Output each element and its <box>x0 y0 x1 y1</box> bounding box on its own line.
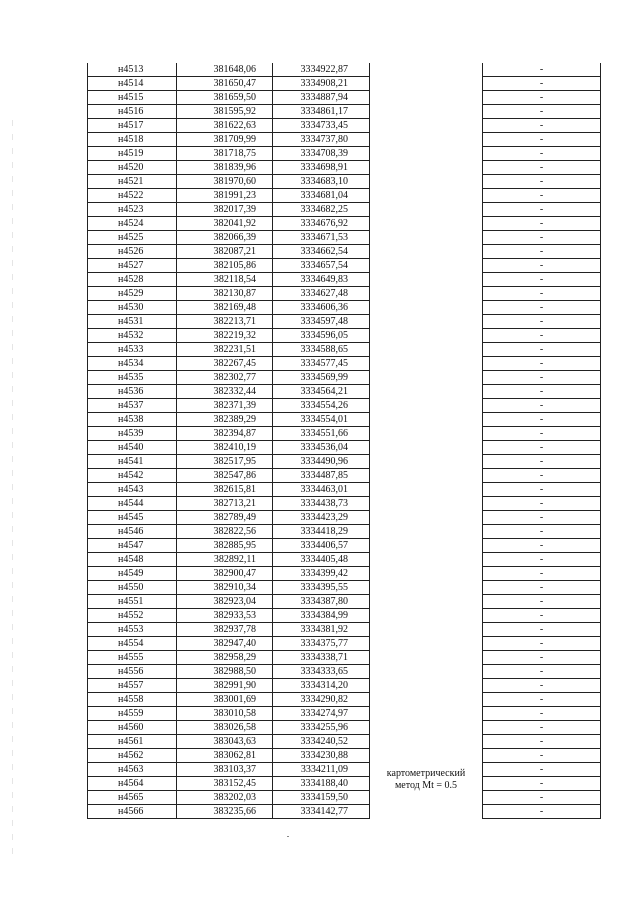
point-id-cell: н4517 <box>88 119 177 133</box>
table-row <box>88 707 601 721</box>
dash-cell: - <box>483 63 601 77</box>
y-coordinate-cell: 3334230,88 <box>273 749 370 763</box>
x-coordinate-cell: 381991,23 <box>177 189 273 203</box>
dash-cell: - <box>483 455 601 469</box>
table-row <box>88 483 601 497</box>
y-coordinate-cell: 3334737,80 <box>273 133 370 147</box>
y-coordinate-cell: 3334188,40 <box>273 777 370 791</box>
dash-cell: - <box>483 609 601 623</box>
y-coordinate-cell: 3334274,97 <box>273 707 370 721</box>
y-coordinate-cell: 3334588,65 <box>273 343 370 357</box>
point-id-cell: н4562 <box>88 749 177 763</box>
dash-cell: - <box>483 539 601 553</box>
x-coordinate-cell: 383202,03 <box>177 791 273 805</box>
dash-cell: - <box>483 637 601 651</box>
y-coordinate-cell: 3334606,36 <box>273 301 370 315</box>
x-coordinate-cell: 382017,39 <box>177 203 273 217</box>
y-coordinate-cell: 3334381,92 <box>273 623 370 637</box>
dash-cell: - <box>483 385 601 399</box>
dash-cell: - <box>483 651 601 665</box>
y-coordinate-cell: 3334908,21 <box>273 77 370 91</box>
dash-cell: - <box>483 553 601 567</box>
method-text-line: картометрический <box>386 767 466 779</box>
table-row <box>88 721 601 735</box>
point-id-cell: н4519 <box>88 147 177 161</box>
point-id-cell: н4532 <box>88 329 177 343</box>
point-id-cell: н4526 <box>88 245 177 259</box>
dash-cell: - <box>483 441 601 455</box>
x-coordinate-cell: 382958,29 <box>177 651 273 665</box>
x-coordinate-cell: 382219,32 <box>177 329 273 343</box>
y-coordinate-cell: 3334627,48 <box>273 287 370 301</box>
x-coordinate-cell: 382410,19 <box>177 441 273 455</box>
y-coordinate-cell: 3334683,10 <box>273 175 370 189</box>
x-coordinate-cell: 383152,45 <box>177 777 273 791</box>
point-id-cell: н4553 <box>88 623 177 637</box>
point-id-cell: н4554 <box>88 637 177 651</box>
point-id-cell: н4561 <box>88 735 177 749</box>
table-row <box>88 133 601 147</box>
table-row <box>88 77 601 91</box>
dash-cell: - <box>483 77 601 91</box>
point-id-cell: н4564 <box>88 777 177 791</box>
table-row <box>88 427 601 441</box>
table-row <box>88 231 601 245</box>
dash-cell: - <box>483 371 601 385</box>
dash-cell: - <box>483 105 601 119</box>
point-id-cell: н4566 <box>88 805 177 819</box>
table-row <box>88 679 601 693</box>
y-coordinate-cell: 3334554,26 <box>273 399 370 413</box>
x-coordinate-cell: 381622,63 <box>177 119 273 133</box>
y-coordinate-cell: 3334676,92 <box>273 217 370 231</box>
point-id-cell: н4513 <box>88 63 177 77</box>
dash-cell: - <box>483 595 601 609</box>
x-coordinate-cell: 382547,86 <box>177 469 273 483</box>
x-coordinate-cell: 383026,58 <box>177 721 273 735</box>
point-id-cell: н4535 <box>88 371 177 385</box>
y-coordinate-cell: 3334536,04 <box>273 441 370 455</box>
dash-cell: - <box>483 483 601 497</box>
dash-cell: - <box>483 693 601 707</box>
x-coordinate-cell: 382910,34 <box>177 581 273 595</box>
x-coordinate-cell: 382923,04 <box>177 595 273 609</box>
table-row <box>88 581 601 595</box>
dash-cell: - <box>483 763 601 777</box>
table-row <box>88 203 601 217</box>
dash-cell: - <box>483 497 601 511</box>
y-coordinate-cell: 3334463,01 <box>273 483 370 497</box>
x-coordinate-cell: 381595,92 <box>177 105 273 119</box>
x-coordinate-cell: 382713,21 <box>177 497 273 511</box>
x-coordinate-cell: 383235,66 <box>177 805 273 819</box>
y-coordinate-cell: 3334405,48 <box>273 553 370 567</box>
point-id-cell: н4555 <box>88 651 177 665</box>
table-row <box>88 315 601 329</box>
table-row <box>88 497 601 511</box>
dash-cell: - <box>483 119 601 133</box>
x-coordinate-cell: 382937,78 <box>177 623 273 637</box>
point-id-cell: н4552 <box>88 609 177 623</box>
point-id-cell: н4529 <box>88 287 177 301</box>
table-row <box>88 343 601 357</box>
table-row <box>88 217 601 231</box>
dash-cell: - <box>483 679 601 693</box>
y-coordinate-cell: 3334554,01 <box>273 413 370 427</box>
point-id-cell: н4541 <box>88 455 177 469</box>
y-coordinate-cell: 3334406,57 <box>273 539 370 553</box>
y-coordinate-cell: 3334333,65 <box>273 665 370 679</box>
scan-side-artifact <box>12 120 13 860</box>
scan-dot-artifact <box>287 836 289 837</box>
x-coordinate-cell: 382947,40 <box>177 637 273 651</box>
point-id-cell: н4521 <box>88 175 177 189</box>
dash-cell: - <box>483 721 601 735</box>
y-coordinate-cell: 3334577,45 <box>273 357 370 371</box>
x-coordinate-cell: 382066,39 <box>177 231 273 245</box>
point-id-cell: н4559 <box>88 707 177 721</box>
dash-cell: - <box>483 805 601 819</box>
x-coordinate-cell: 382933,53 <box>177 609 273 623</box>
point-id-cell: н4520 <box>88 161 177 175</box>
x-coordinate-cell: 382789,49 <box>177 511 273 525</box>
y-coordinate-cell: 3334657,54 <box>273 259 370 273</box>
y-coordinate-cell: 3334255,96 <box>273 721 370 735</box>
point-id-cell: н4514 <box>88 77 177 91</box>
y-coordinate-cell: 3334662,54 <box>273 245 370 259</box>
point-id-cell: н4551 <box>88 595 177 609</box>
point-id-cell: н4534 <box>88 357 177 371</box>
x-coordinate-cell: 382371,39 <box>177 399 273 413</box>
table-row <box>88 735 601 749</box>
y-coordinate-cell: 3334290,82 <box>273 693 370 707</box>
point-id-cell: н4545 <box>88 511 177 525</box>
x-coordinate-cell: 382892,11 <box>177 553 273 567</box>
dash-cell: - <box>483 259 601 273</box>
point-id-cell: н4530 <box>88 301 177 315</box>
table-row <box>88 539 601 553</box>
y-coordinate-cell: 3334395,55 <box>273 581 370 595</box>
table-row <box>88 637 601 651</box>
point-id-cell: н4563 <box>88 763 177 777</box>
x-coordinate-cell: 382988,50 <box>177 665 273 679</box>
table-row <box>88 91 601 105</box>
method-cell <box>370 63 483 819</box>
table-row <box>88 357 601 371</box>
table-row <box>88 595 601 609</box>
point-id-cell: н4558 <box>88 693 177 707</box>
table-row <box>88 161 601 175</box>
x-coordinate-cell: 381839,96 <box>177 161 273 175</box>
point-id-cell: н4540 <box>88 441 177 455</box>
dash-cell: - <box>483 231 601 245</box>
x-coordinate-cell: 381648,06 <box>177 63 273 77</box>
dash-cell: - <box>483 735 601 749</box>
y-coordinate-cell: 3334438,73 <box>273 497 370 511</box>
x-coordinate-cell: 382169,48 <box>177 301 273 315</box>
x-coordinate-cell: 383043,63 <box>177 735 273 749</box>
table-row <box>88 399 601 413</box>
x-coordinate-cell: 382130,87 <box>177 287 273 301</box>
dash-cell: - <box>483 567 601 581</box>
x-coordinate-cell: 383010,58 <box>177 707 273 721</box>
point-id-cell: н4515 <box>88 91 177 105</box>
x-coordinate-cell: 382885,95 <box>177 539 273 553</box>
point-id-cell: н4538 <box>88 413 177 427</box>
dash-cell: - <box>483 91 601 105</box>
y-coordinate-cell: 3334681,04 <box>273 189 370 203</box>
table-row <box>88 749 601 763</box>
dash-cell: - <box>483 749 601 763</box>
coordinates-table-body <box>88 63 601 819</box>
y-coordinate-cell: 3334387,80 <box>273 595 370 609</box>
dash-cell: - <box>483 357 601 371</box>
point-id-cell: н4537 <box>88 399 177 413</box>
x-coordinate-cell: 382332,44 <box>177 385 273 399</box>
y-coordinate-cell: 3334159,50 <box>273 791 370 805</box>
y-coordinate-cell: 3334240,52 <box>273 735 370 749</box>
x-coordinate-cell: 383103,37 <box>177 763 273 777</box>
dash-cell: - <box>483 427 601 441</box>
x-coordinate-cell: 381709,99 <box>177 133 273 147</box>
dash-cell: - <box>483 581 601 595</box>
y-coordinate-cell: 3334338,71 <box>273 651 370 665</box>
point-id-cell: н4539 <box>88 427 177 441</box>
point-id-cell: н4516 <box>88 105 177 119</box>
dash-cell: - <box>483 399 601 413</box>
dash-cell: - <box>483 791 601 805</box>
table-row <box>88 469 601 483</box>
point-id-cell: н4550 <box>88 581 177 595</box>
point-id-cell: н4547 <box>88 539 177 553</box>
y-coordinate-cell: 3334649,83 <box>273 273 370 287</box>
point-id-cell: н4536 <box>88 385 177 399</box>
dash-cell: - <box>483 133 601 147</box>
dash-cell: - <box>483 161 601 175</box>
y-coordinate-cell: 3334487,85 <box>273 469 370 483</box>
table-row <box>88 441 601 455</box>
point-id-cell: н4523 <box>88 203 177 217</box>
point-id-cell: н4548 <box>88 553 177 567</box>
x-coordinate-cell: 382231,51 <box>177 343 273 357</box>
x-coordinate-cell: 382041,92 <box>177 217 273 231</box>
dash-cell: - <box>483 511 601 525</box>
table-row <box>88 385 601 399</box>
dash-cell: - <box>483 245 601 259</box>
table-row <box>88 147 601 161</box>
table-row <box>88 245 601 259</box>
method-text-line: метод Mt = 0.5 <box>394 779 458 791</box>
table-row <box>88 63 601 77</box>
point-id-cell: н4557 <box>88 679 177 693</box>
table-row <box>88 105 601 119</box>
point-id-cell: н4549 <box>88 567 177 581</box>
point-id-cell: н4518 <box>88 133 177 147</box>
dash-cell: - <box>483 147 601 161</box>
x-coordinate-cell: 382087,21 <box>177 245 273 259</box>
x-coordinate-cell: 382389,29 <box>177 413 273 427</box>
x-coordinate-cell: 382900,47 <box>177 567 273 581</box>
table-row <box>88 259 601 273</box>
point-id-cell: н4527 <box>88 259 177 273</box>
x-coordinate-cell: 383001,69 <box>177 693 273 707</box>
table-row <box>88 777 601 791</box>
dash-cell: - <box>483 203 601 217</box>
y-coordinate-cell: 3334142,77 <box>273 805 370 819</box>
table-row <box>88 329 601 343</box>
y-coordinate-cell: 3334399,42 <box>273 567 370 581</box>
dash-cell: - <box>483 525 601 539</box>
dash-cell: - <box>483 273 601 287</box>
y-coordinate-cell: 3334698,91 <box>273 161 370 175</box>
dash-cell: - <box>483 469 601 483</box>
dash-cell: - <box>483 217 601 231</box>
x-coordinate-cell: 382394,87 <box>177 427 273 441</box>
y-coordinate-cell: 3334671,53 <box>273 231 370 245</box>
dash-cell: - <box>483 329 601 343</box>
point-id-cell: н4531 <box>88 315 177 329</box>
dash-cell: - <box>483 343 601 357</box>
point-id-cell: н4533 <box>88 343 177 357</box>
x-coordinate-cell: 381718,75 <box>177 147 273 161</box>
table-row <box>88 273 601 287</box>
table-row <box>88 609 601 623</box>
point-id-cell: н4543 <box>88 483 177 497</box>
y-coordinate-cell: 3334569,99 <box>273 371 370 385</box>
x-coordinate-cell: 382822,56 <box>177 525 273 539</box>
x-coordinate-cell: 382991,90 <box>177 679 273 693</box>
y-coordinate-cell: 3334733,45 <box>273 119 370 133</box>
dash-cell: - <box>483 665 601 679</box>
x-coordinate-cell: 382267,45 <box>177 357 273 371</box>
table-row <box>88 511 601 525</box>
y-coordinate-cell: 3334564,21 <box>273 385 370 399</box>
x-coordinate-cell: 382118,54 <box>177 273 273 287</box>
dash-cell: - <box>483 777 601 791</box>
table-row <box>88 413 601 427</box>
y-coordinate-cell: 3334597,48 <box>273 315 370 329</box>
y-coordinate-cell: 3334887,94 <box>273 91 370 105</box>
x-coordinate-cell: 382105,86 <box>177 259 273 273</box>
dash-cell: - <box>483 623 601 637</box>
table-row <box>88 665 601 679</box>
table-row <box>88 455 601 469</box>
dash-cell: - <box>483 189 601 203</box>
table-row <box>88 119 601 133</box>
y-coordinate-cell: 3334314,20 <box>273 679 370 693</box>
x-coordinate-cell: 381659,50 <box>177 91 273 105</box>
y-coordinate-cell: 3334682,25 <box>273 203 370 217</box>
point-id-cell: н4556 <box>88 665 177 679</box>
table-row <box>88 623 601 637</box>
dash-cell: - <box>483 413 601 427</box>
table-row <box>88 805 601 819</box>
x-coordinate-cell: 382615,81 <box>177 483 273 497</box>
point-id-cell: н4546 <box>88 525 177 539</box>
y-coordinate-cell: 3334490,96 <box>273 455 370 469</box>
dash-cell: - <box>483 707 601 721</box>
y-coordinate-cell: 3334384,99 <box>273 609 370 623</box>
table-row <box>88 301 601 315</box>
point-id-cell: н4528 <box>88 273 177 287</box>
dash-cell: - <box>483 301 601 315</box>
dash-cell: - <box>483 315 601 329</box>
y-coordinate-cell: 3334922,87 <box>273 63 370 77</box>
dash-cell: - <box>483 175 601 189</box>
point-id-cell: н4560 <box>88 721 177 735</box>
x-coordinate-cell: 382302,77 <box>177 371 273 385</box>
x-coordinate-cell: 383062,81 <box>177 749 273 763</box>
table-row <box>88 553 601 567</box>
y-coordinate-cell: 3334861,17 <box>273 105 370 119</box>
table-row <box>88 791 601 805</box>
y-coordinate-cell: 3334551,66 <box>273 427 370 441</box>
point-id-cell: н4544 <box>88 497 177 511</box>
point-id-cell: н4542 <box>88 469 177 483</box>
point-id-cell: н4565 <box>88 791 177 805</box>
dash-cell: - <box>483 287 601 301</box>
y-coordinate-cell: 3334211,09 <box>273 763 370 777</box>
x-coordinate-cell: 382213,71 <box>177 315 273 329</box>
table-row <box>88 189 601 203</box>
y-coordinate-cell: 3334418,29 <box>273 525 370 539</box>
x-coordinate-cell: 381650,47 <box>177 77 273 91</box>
y-coordinate-cell: 3334596,05 <box>273 329 370 343</box>
x-coordinate-cell: 382517,95 <box>177 455 273 469</box>
table-row <box>88 693 601 707</box>
point-id-cell: н4525 <box>88 231 177 245</box>
y-coordinate-cell: 3334708,39 <box>273 147 370 161</box>
y-coordinate-cell: 3334423,29 <box>273 511 370 525</box>
table-row <box>88 287 601 301</box>
table-row <box>88 525 601 539</box>
table-row <box>88 371 601 385</box>
coordinates-table <box>87 63 601 819</box>
point-id-cell: н4522 <box>88 189 177 203</box>
point-id-cell: н4524 <box>88 217 177 231</box>
table-row <box>88 175 601 189</box>
x-coordinate-cell: 381970,60 <box>177 175 273 189</box>
table-row <box>88 567 601 581</box>
table-row <box>88 651 601 665</box>
y-coordinate-cell: 3334375,77 <box>273 637 370 651</box>
table-row <box>88 763 601 777</box>
